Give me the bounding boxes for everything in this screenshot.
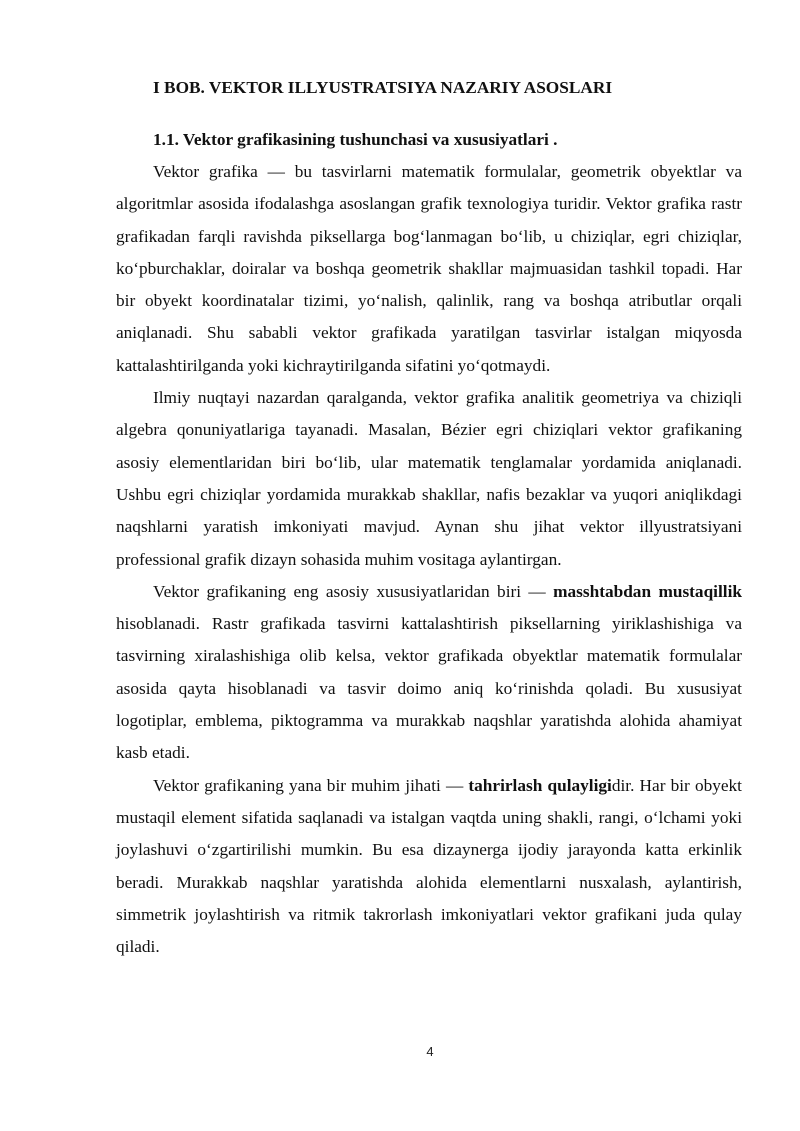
paragraph-4-text-start: Vektor grafikaning yana bir muhim jihati — <box>153 775 469 795</box>
paragraph-3-text-start: Vektor grafikaning eng asosiy xususiyatlaridan biri — <box>153 581 554 601</box>
chapter-title: I BOB. VEKTOR ILLYUSTRATSIYA NAZARIY ASOSLARI <box>153 78 613 97</box>
paragraph-3-bold-term: masshtabdan mustaqillik <box>553 581 742 601</box>
paragraph-3-text-end: hisoblanadi. Rastr grafikada tasvirni kattalashtirish piksellarning yiriklashishiga va tasvirning xiralashishiga olib kelsa, vektor grafikada obyektlar matematik formulalar asosida qayta hisoblanadi va tasvir doimo aniq ko‘rinishda qoladi. Bu xususiyat logotiplar, emblema, piktogramma va murakkab naqshlar yaratishda alohida ahamiyat kasb etadi. <box>116 614 742 763</box>
paragraph-3 <box>116 576 742 770</box>
section-title: 1.1. Vektor grafikasining tushunchasi va xususiyatlari . <box>153 130 558 149</box>
paragraph-4-bold-term: tahrirlash qulayligi <box>468 775 612 795</box>
paragraph-4 <box>116 770 742 964</box>
paragraph-4-text-end: dir. Har bir obyekt mustaqil element sifatida saqlanadi va istalgan vaqtda uning shakli, rangi, o‘lchami yoki joylashuvi o‘zgartirilishi mumkin. Bu esa dizaynerga ijodiy jarayonda katta erkinlik beradi. Murakkab naqshlar yaratishda alohida elementlarni nusxalash, aylantirish, simmetrik joylashtirish va ritmik takrorlash imkoniyatlari vektor grafikani juda qulay qiladi. <box>116 775 742 957</box>
paragraph-2: Ilmiy nuqtayi nazardan qaralganda, vektor grafika analitik geometriya va chiziqli algebra qonuniyatlariga tayanadi. Masalan, Bézier egri chiziqlari vektor grafikaning asosiy elementlaridan biri bo‘lib, ular matematik tenglamalar yordamida aniqlanadi. Ushbu egri chiziqlar yordamida murakkab shakllar, nafis bezaklar va yuqori aniqlikdagi naqshlarni yaratish imkoniyati mavjud. Aynan shu jihat vektor illyustratsiyani professional grafik dizayn sohasida muhim vositaga aylantirgan. <box>116 388 742 569</box>
page-number: 4 <box>426 1044 434 1059</box>
paragraph-1: Vektor grafika — bu tasvirlarni matematik formulalar, geometrik obyektlar va algoritmlar asosida ifodalashga asoslangan grafik texnologiya turidir. Vektor grafika rastr grafikadan farqli ravishda piksellarga bog‘lanmagan bo‘lib, u chiziqlar, egri chiziqlar, ko‘pburchaklar, doiralar va boshqa geometrik shakllar majmuasidan tashkil topadi. Har bir obyekt koordinatalar tizimi, yo‘nalish, qalinlik, rang va boshqa atributlar orqali aniqlanadi. Shu sababli vektor grafikada yaratilgan tasvirlar istalgan miqyosda kattalashtirilganda yoki kichraytirilganda sifatini yo‘qotmaydi. <box>116 162 742 375</box>
